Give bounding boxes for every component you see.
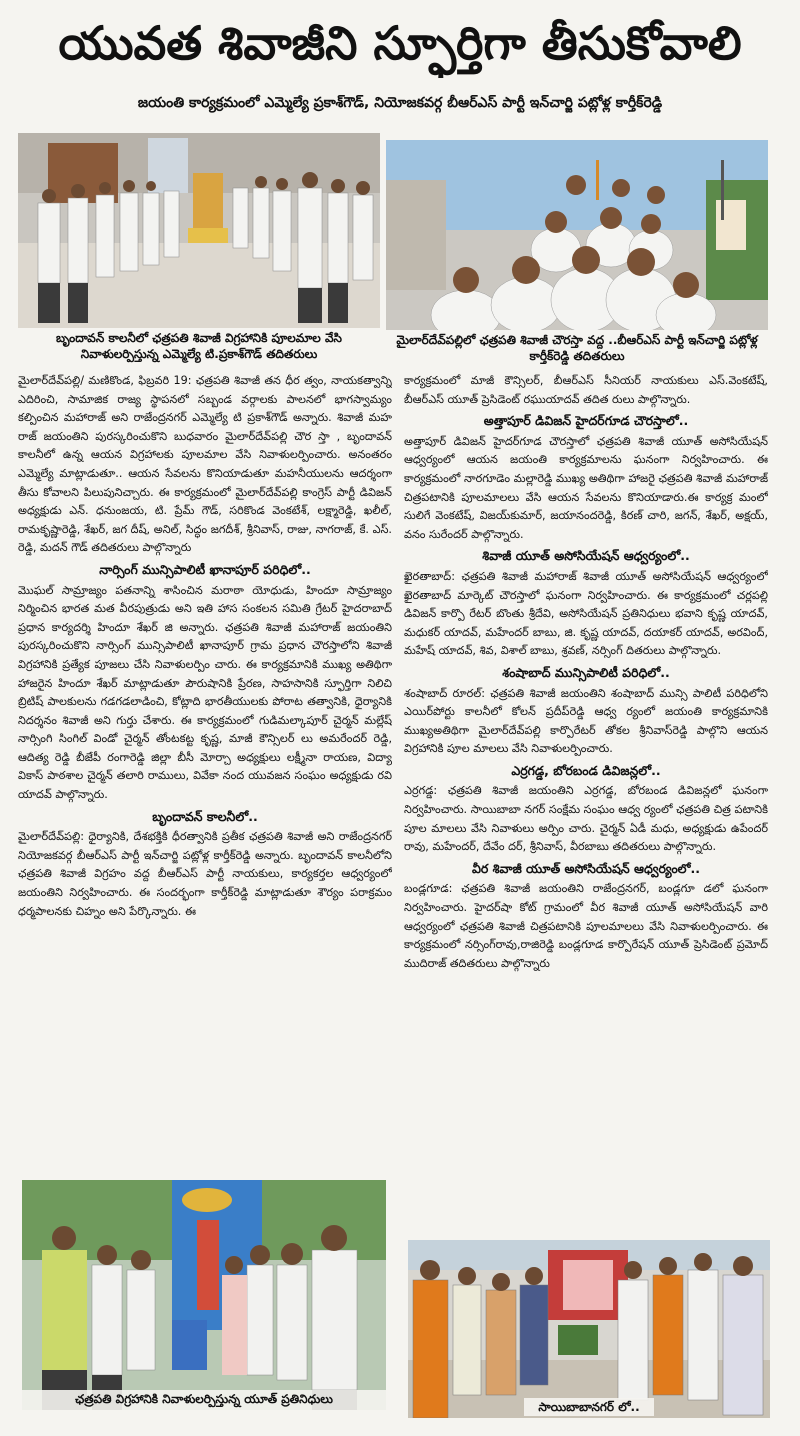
left-paragraph-1: మైలార్‌దేవ్‌పల్లి/ మణికొండ, ఫిబ్రవరి 19: ఛత్రపతి శివాజీ తన ధీర త్వం, నాయకత్వాన్ని ఎదిరించి, సామాజిక రాజ్య స్థాపనలో సబ్బండ వర్గాలకు పాలనలో భాగస్వామ్యం కల్పించిన మహారాజ్ అని రాజేంద్రనగర్ ఎమ్మెల్యే టి ప్రకాశ్‌గౌడ్ అన్నారు. శివాజీ మహ రాజ్ జయంతిని పురస్కరించుకొని బుధవారం మైలార్‌దేవ్‌పల్లి చౌర స్తా , బృందావన్ కాలనీలో ఉన్న ఆయన విగ్రహాలకు పూలమాల వేసి నివాళులర్పించారు. అనంతరం ఎమ్మెల్యే మాట్లాడుతూ.. ఆయన సేవలను కొనియాడుతూ మహనీయులను ఆదర్శంగా తీసు కోవాలని పిలుపునిచ్చారు. ఈ కార్యక్రమంలో మైలార్‌దేవ్‌పల్లి కాంగ్రెస్ పార్టీ డివిజన్ అధ్యక్షుడు ఎన్. ధనుంజయ, టి. ప్రేమ్ గౌడ్, సరికొండ వెంకటేశ్, లక్ష్మారెడ్డి, ఖలీల్, రామకృష్ణారెడ్డి, శేఖర్, జగ దీష్, అనిల్, సిద్ధం జగదీశ్, శ్రీనివాస్, రాజు, నాగరాజ్, కే. ఎస్. రెడ్డి, మదన్ గౌడ్ తదితరులు పాల్గొన్నారు — [18, 374, 392, 555]
right-paragraph-2: ఖైరతాబాద్: ఛత్రపతి శివాజీ మహారాజ్ శివాజీ యూత్ అసోసియేషన్ ఆధ్వర్యంలో ఖైరతాబాద్ మార్కెట్ చౌరస్తాలో ఘనంగా నిర్వహించారు. ఈ కార్యక్రమంలో చర్లపల్లి డివిజన్ కార్పొ రేటర్ బొంతు శ్రీదేవి, అసోసియేషన్ ప్రతినిధులు భవాని కృష్ణ యాదవ్, మధుకర్ యాదవ్, మహేందర్ బాబు, జి. కృష్ణ యాదవ్, దయాకర్ యాదవ్, అరవింద్, మహేష్ యాదవ్, శివ, విశాల్ బాబు, శ్రవణ్, నర్సింగ్ దితరులు పాల్గొన్నారు. — [404, 569, 768, 658]
right-paragraph-4: ఎర్రగడ్డ: ఛత్రపతి శివాజీ జయంతిని ఎర్రగడ్డ, బోరబండ డివిజన్లలో ఘనంగా నిర్వహించారు. సాయిబాబా నగర్ సంక్షేమ సంఘం ఆధ్వ ర్యంలో ఛత్రపతి చిత్ర పటానికి పూల మాలలు వేసి నివాళులు అర్పిం చారు. చైర్మన్ ఏడీ మధు, అధ్యక్షుడు ఉపేందర్ రావు, మహేందర్, దేవేం దర్, శ్రీనివాస్, వీరబాబు తదితరులు పాల్గొన్నారు. — [404, 784, 768, 854]
caption-top-left: బృందావన్ కాలనీలో ఛత్రపతి శివాజీ విగ్రహానికి పూలమాల వేసి నివాళులర్పిస్తున్న ఎమ్మెల్యే టి.ప్రకాశ్‌గౌడ్ తదితరులు — [18, 330, 380, 366]
photo-bottom-right — [408, 1240, 770, 1418]
photo-bottom-left — [22, 1180, 386, 1410]
left-subheading-1: నార్సింగ్ మున్సిపాలిటీ ఖానాపూర్ పరిధిలో.. — [99, 561, 311, 577]
right-paragraph-5: బండ్లగూడ: ఛత్రపతి శివాజీ జయంతిని రాజేంద్రనగర్, బండ్లగూ డలో ఘనంగా నిర్వహించారు. హైదర్‌షా కోట్ గ్రామంలో వీర శివాజీ యూత్ అసోసియేషన్ వారి ఆధ్వర్యంలో ఛత్రపతి శివాజీ చిత్రపటానికి పూలమాలలు వేసి నివాళులర్పించారు. ఈ కార్యక్రమంలో నర్సింగ్‌రావు,రాజిరెడ్డి బండ్లగూడ కార్పొరేషన్ యూత్ ప్రెసిడెంట్ ప్రమోద్ ముదిరాజ్ తదితరులు పాల్గొన్నారు — [404, 882, 768, 970]
right-subheading-2: శివాజీ యూత్ అసోసియేషన్ ఆధ్వర్యంలో.. — [482, 548, 690, 564]
left-paragraph-2: మొఘల్ సామ్రాజ్యం పతనాన్ని శాసించిన మరాఠా యోధుడు, హిందూ సామ్రాజ్యం నిర్మించిన భారత మత వీరపుత్రుడు అని ఇతి హాస సంకలన సమితి గ్రేటర్ హైదరాబాద్ ప్రధాన కార్యదర్శి హిందూ శేఖర్ జి అన్నారు. ఛత్రపతి శివాజీ మహారాజ్ జయంతిని పురస్కరించుకొని నార్సింగ్ మున్సిపాలిటీ ఖానాపూర్ గ్రామ ప్రధాన చౌరస్తాలోని శివాజీ విగ్రహానికి ప్రత్యేక పూజలు చేసి నివాళులర్పిం చారు. ఈ కార్యక్రమానికి ముఖ్య అతిథిగా హాజరైన హిందూ శేఖర్ మాట్లాడుతూ పౌరుషానికి ప్రేరణ, సాహసానికి స్ఫూర్తిగా నిలిచి బ్రిటిష్ పాలకులను గడగడలాడించి, కోట్లాది భారతీయులకు పోరాట తత్వానికి, ధైర్యానికి నిదర్శనం శివాజీ అని గుర్తు చేశారు. ఈ కార్యక్రమంలో గుడిమల్కాపూర్ చైర్మన్ మల్లేష్ నార్సింగి సింగిల్ విండో చైర్మన్ తోంటకట్ట కృష్ణ, మాజీ కౌన్సిలర్ లు అమరేందర్ రెడ్డి, ఆదిత్య రెడ్డి బీజేపీ రంగారెడ్డి జిల్లా బీసీ మోర్చా అధ్యక్షులు లక్ష్మీనా రాయణ, విద్యా వికాస్ పాఠశాల చైర్మన్ తలారి రాములు, వివేకా నంద యువజన సంఘం అధ్యక్షుడు రవి యాదవ్ పాల్గొన్నారు. — [18, 583, 392, 802]
right-subheading-3: శంషాబాద్ మున్సిపాలిటీ పరిధిలో.. — [502, 664, 670, 680]
right-paragraph-1: అత్తాపూర్ డివిజన్ హైదర్‌గూడ చౌరస్తాలో ఛత్రపతి శివాజీ యూత్ అసోసియేషన్ ఆధ్వర్యంలో ఆయన జయంతి కార్యక్రమాలను ఘనంగా నిర్వహించారు. ఈ కార్యక్రమంలో నారగూడెం మల్లారెడ్డి ముఖ్య అతిథిగా హాజరై ఛత్రపతి శివాజీ మహారాజ్ చిత్రపటానికి పూలమాలలు వేసి ఆయన సేవలను కొనియాడారు.ఈ కార్యక్ర మంలో సులిగే వెంకటేష్, విజయ్‌కుమార్, జయానందరెడ్డి, కిరణ్ చారి, జగన్, శేఖర్, అక్షయ్, వనం సురేందర్ పాల్గొన్నారు. — [404, 434, 768, 541]
right-paragraph-3: శంషాబాద్ రూరల్: ఛత్రపతి శివాజీ జయంతిని శంషాబాద్ మున్సి పాలిటీ పరిధిలోని ఎయిర్‌పోర్టు కాలనీలో కోలన్ ప్రదీప్‌రెడ్డి ఆధ్వ ర్యంలో జయంతి కార్యక్రమానికి ముఖ్యఅతిథిగా మైలార్‌దేవ్‌పల్లి కార్పొరేటర్ తోకల శ్రీనివాస్‌రెడ్డి పాల్గొని ఆయన విగ్రహానికి పూల మాలలు వేసి నివాళులర్పించారు. — [404, 686, 768, 756]
left-column — [18, 372, 392, 1230]
left-subheading-2: బృందావన్ కాలనీలో.. — [152, 808, 258, 824]
crowd-garlanding-photo — [18, 133, 380, 328]
group-photo-chowrasta — [386, 140, 768, 330]
photo-top-right — [386, 140, 768, 330]
sai-baba-nagar-photo — [408, 1240, 770, 1418]
right-paragraph-0: కార్యక్రమంలో మాజీ కౌన్సిలర్, బీఆర్ఎస్ సీనియర్ నాయకులు ఎస్.వెంకటేష్, బీఆర్ఎస్ యూత్ ప్రెసిడెంట్ రఘుయాదవ్ తదిత రులు పాల్గొన్నారు. — [404, 374, 768, 406]
right-subheading-4: ఎర్రగడ్డ, బోరబండ డివిజన్లలో.. — [511, 762, 661, 778]
photo-top-left — [18, 133, 380, 328]
right-subheading-5: వీర శివాజీ యూత్ అసోసియేషన్ ఆధ్వర్యంలో.. — [471, 860, 701, 876]
caption-bottom-left: ఛత్రపతి విగ్రహానికి నివాళులర్పిస్తున్న యూత్ ప్రతినిధులు — [22, 1390, 386, 1410]
right-subheading-1: అత్తాపూర్ డివిజన్ హైదర్‌గూడ చౌరస్తాలో.. — [483, 413, 689, 429]
right-column — [404, 372, 768, 1232]
subheadline: జయంతి కార్యక్రమంలో ఎమ్మెల్యే ప్రకాశ్‌గౌడ్, నియోజకవర్గ బీఆర్ఎస్ పార్టీ ఇన్‌చార్జి పట్లోళ్ల కార్తీక్‌రెడ్డి — [137, 95, 663, 111]
caption-bottom-right: సాయిబాబానగర్ లో.. — [524, 1398, 654, 1416]
headline: యువత శివాజీని స్ఫూర్తిగా తీసుకోవాలి — [58, 16, 742, 70]
left-paragraph-3: మైలార్‌దేవ్‌పల్లి: ధైర్యానికి, దేశభక్తికి ధీరత్వానికి ప్రతీక ఛత్రపతి శివాజీ అని రాజేంద్రనగర్ నియోజకవర్గ బీఆర్ఎస్ పార్టీ ఇన్‌చార్జి పట్లోళ్ల కార్తీక్‌రెడ్డి అన్నారు. బృందావన్ కాలనీలోని ఛత్రపతి శివాజీ విగ్రహం వద్ద బీఆర్ఎస్ పార్టీ నాయకులు, కార్యకర్తల ఆధ్వర్యంలో జయంతిని నిర్వహించారు. ఈ సందర్భంగా కార్తీక్‌రెడ్డి మాట్లాడుతూ శౌర్యం పరాక్రమం ధర్మపాలనకు చిహ్నం అని పేర్కొన్నారు. ఈ — [18, 830, 392, 918]
youth-statue-photo — [22, 1180, 386, 1410]
caption-top-right: మైలార్‌దేవ్‌పల్లిలో ఛత్రపతి శివాజీ చౌరస్తా వద్ద ..బీఆర్ఎస్ పార్టీ ఇన్‌చార్జి పట్లోళ్ల కార్తీక్‌రెడ్డి తదితరులు — [386, 332, 768, 368]
